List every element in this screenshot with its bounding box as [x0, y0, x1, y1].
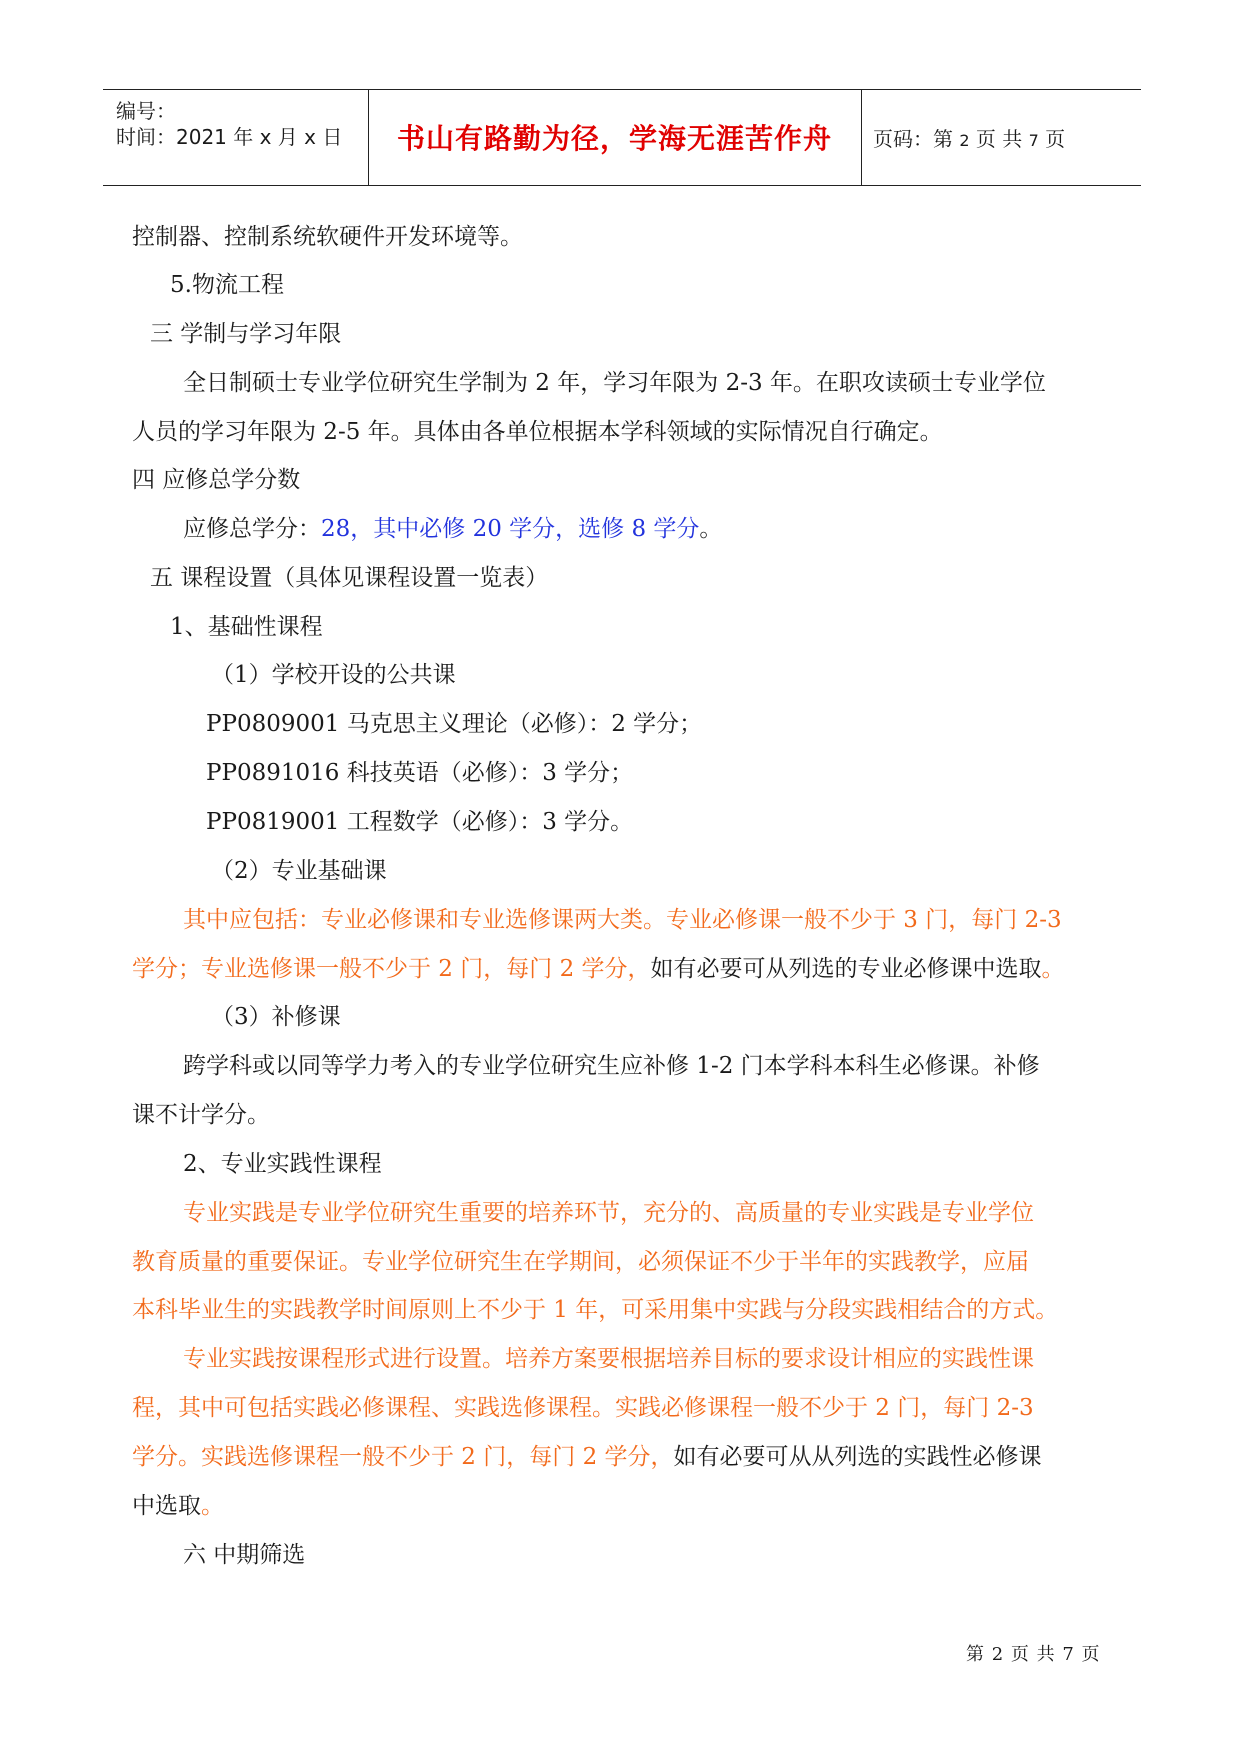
paragraph-line: 跨学科或以同等学力考入的专业学位研究生应补修 1-2 门本学科本科生必修课。补修: [183, 1053, 1040, 1079]
paragraph-line: 专业实践按课程形式进行设置。培养方案要根据培养目标的要求设计相应的实践性课: [183, 1346, 1034, 1372]
paragraph-line: [183, 513, 722, 545]
highlight-text: 学分；专业选修课一般不少于 2 门，每门 2 学分，: [132, 956, 651, 982]
plain-text: 如有必要可从从列选的实践性必修课: [673, 1444, 1042, 1470]
header-page-number: [873, 123, 1065, 152]
plain-text: 中选取: [132, 1493, 201, 1519]
paragraph-line: 控制器、控制系统软硬件开发环境等。: [132, 224, 523, 250]
paragraph-line: 全日制硕士专业学位研究生学制为 2 年，学习年限为 2-3 年。在职攻读硕士专业学位: [183, 370, 1046, 396]
paragraph-line: [132, 1490, 224, 1522]
paragraph-line: 其中应包括：专业必修课和专业选修课两大类。专业必修课一般不少于 3 门，每门 2-3: [183, 907, 1062, 933]
credit-label: 应修总学分：: [183, 516, 321, 542]
subsection-heading: （3）补修课: [211, 1004, 341, 1030]
section-heading: 六 中期筛选: [183, 1542, 306, 1568]
punctuation: 。: [1041, 956, 1065, 982]
header-meta-cell: [103, 90, 369, 185]
page-current: 2: [959, 131, 970, 150]
paragraph-line: 教育质量的重要保证。专业学位研究生在学期间，必须保证不少于半年的实践教学，应届: [132, 1249, 1029, 1275]
page-header: [103, 89, 1141, 186]
document-number-label: 编号：: [116, 99, 176, 123]
course-item: PP0891016 科技英语（必修）：3 学分；: [206, 760, 634, 786]
page-suffix: 页: [1045, 127, 1066, 151]
subsection-heading: 2、专业实践性课程: [183, 1151, 382, 1177]
punctuation: 。: [201, 1493, 224, 1519]
section-heading: 五 课程设置（具体见课程设置一览表）: [150, 565, 549, 591]
subsection-heading: （1）学校开设的公共课: [211, 662, 456, 688]
section-heading: 四 应修总学分数: [132, 467, 301, 493]
header-page-cell: [861, 90, 1141, 185]
subsection-heading: （2）专业基础课: [211, 858, 387, 884]
paragraph-line: [132, 953, 1065, 985]
course-item: PP0809001 马克思主义理论（必修）：2 学分；: [206, 711, 703, 737]
page-mid: 页 共: [975, 127, 1023, 151]
header-motto-cell: [368, 90, 862, 185]
paragraph-line: [132, 1441, 1042, 1473]
paragraph-line: 专业实践是专业学位研究生重要的培养环节，充分的、高质量的专业实践是专业学位: [183, 1200, 1034, 1226]
paragraph-line: 程，其中可包括实践必修课程、实践选修课程。实践必修课程一般不少于 2 门，每门 2-3: [132, 1395, 1034, 1421]
section-heading: 三 学制与学习年限: [150, 321, 342, 347]
plain-text: 如有必要可从列选的专业必修课中选取: [650, 956, 1042, 982]
document-time: 时间：2021 年 x 月 x 日: [116, 125, 343, 149]
page-footer: 第 2 页 共 7 页: [966, 1644, 1101, 1665]
list-item: 5.物流工程: [170, 272, 284, 298]
credit-value: 28，其中必修 20 学分，选修 8 学分: [321, 516, 700, 542]
subsection-heading: 1、基础性课程: [170, 614, 323, 640]
page-total: 7: [1028, 131, 1039, 150]
course-item: PP0819001 工程数学（必修）：3 学分。: [206, 809, 634, 835]
paragraph-line: 人员的学习年限为 2-5 年。具体由各单位根据本学科领域的实际情况自行确定。: [132, 419, 943, 445]
page-prefix: 页码：第: [873, 127, 953, 151]
punctuation: 。: [699, 516, 723, 542]
paragraph-line: 课不计学分。: [132, 1102, 270, 1128]
highlight-text: 学分。实践选修课程一般不少于 2 门，每门 2 学分，: [132, 1444, 674, 1470]
paragraph-line: 本科毕业生的实践教学时间原则上不少于 1 年，可采用集中实践与分段实践相结合的方式。: [132, 1297, 1059, 1323]
header-motto: 书山有路勤为径，学海无涯苦作舟: [396, 122, 832, 155]
